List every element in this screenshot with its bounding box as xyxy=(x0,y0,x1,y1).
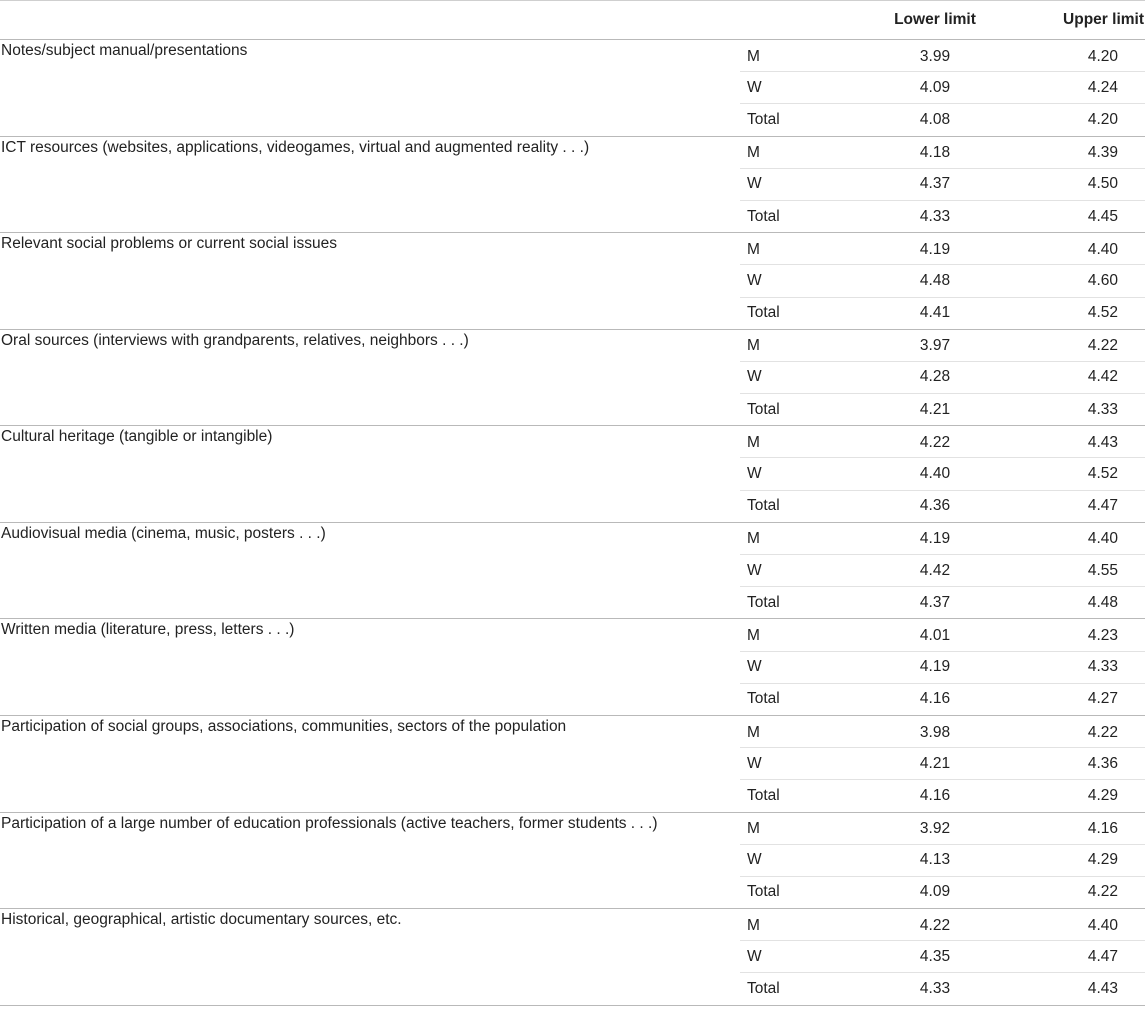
upper-limit-cell: 4.27 xyxy=(1020,683,1145,715)
lower-limit-cell: 4.19 xyxy=(830,233,1020,265)
upper-limit-cell: 4.16 xyxy=(1020,812,1145,844)
lower-limit-cell: 3.97 xyxy=(830,329,1020,361)
group-cell: W xyxy=(740,72,830,104)
lower-limit-cell: 4.09 xyxy=(830,72,1020,104)
upper-limit-cell: 4.52 xyxy=(1020,458,1145,490)
upper-limit-cell: 4.40 xyxy=(1020,522,1145,554)
upper-limit-cell: 4.24 xyxy=(1020,72,1145,104)
upper-limit-cell: 4.50 xyxy=(1020,168,1145,200)
group-cell: W xyxy=(740,941,830,973)
table-row xyxy=(0,426,1145,458)
group-cell: M xyxy=(740,233,830,265)
group-cell: Total xyxy=(740,104,830,136)
lower-limit-cell: 4.13 xyxy=(830,844,1020,876)
table-row xyxy=(0,233,1145,265)
group-cell: W xyxy=(740,265,830,297)
upper-limit-cell: 4.52 xyxy=(1020,297,1145,329)
group-cell: W xyxy=(740,361,830,393)
upper-limit-cell: 4.29 xyxy=(1020,780,1145,812)
lower-limit-cell: 4.19 xyxy=(830,522,1020,554)
upper-limit-cell: 4.48 xyxy=(1020,587,1145,619)
group-cell: Total xyxy=(740,200,830,232)
lower-limit-cell: 4.42 xyxy=(830,555,1020,587)
lower-limit-cell: 4.48 xyxy=(830,265,1020,297)
upper-limit-cell: 4.47 xyxy=(1020,941,1145,973)
upper-limit-cell: 4.20 xyxy=(1020,40,1145,72)
upper-limit-cell: 4.20 xyxy=(1020,104,1145,136)
upper-limit-cell: 4.36 xyxy=(1020,748,1145,780)
upper-limit-cell: 4.47 xyxy=(1020,490,1145,522)
group-cell: Total xyxy=(740,490,830,522)
lower-limit-cell: 4.37 xyxy=(830,587,1020,619)
group-cell: W xyxy=(740,458,830,490)
lower-limit-cell: 4.33 xyxy=(830,973,1020,1005)
group-cell: M xyxy=(740,619,830,651)
upper-limit-cell: 4.43 xyxy=(1020,973,1145,1005)
group-cell: W xyxy=(740,844,830,876)
group-cell: M xyxy=(740,909,830,941)
lower-limit-cell: 4.36 xyxy=(830,490,1020,522)
group-cell: M xyxy=(740,40,830,72)
table-row xyxy=(0,715,1145,747)
group-cell: M xyxy=(740,715,830,747)
group-cell: M xyxy=(740,812,830,844)
resource-item-label: Oral sources (interviews with grandparents, relatives, neighbors . . .) xyxy=(0,329,740,426)
group-cell: M xyxy=(740,522,830,554)
lower-limit-cell: 4.33 xyxy=(830,200,1020,232)
table-row xyxy=(0,136,1145,168)
upper-limit-cell: 4.43 xyxy=(1020,426,1145,458)
group-cell: Total xyxy=(740,973,830,1005)
lower-limit-cell: 3.92 xyxy=(830,812,1020,844)
group-cell: M xyxy=(740,426,830,458)
lower-limit-cell: 4.16 xyxy=(830,780,1020,812)
upper-limit-cell: 4.40 xyxy=(1020,909,1145,941)
group-cell: M xyxy=(740,329,830,361)
lower-limit-cell: 4.21 xyxy=(830,748,1020,780)
group-cell: W xyxy=(740,748,830,780)
upper-limit-cell: 4.33 xyxy=(1020,651,1145,683)
lower-limit-cell: 4.28 xyxy=(830,361,1020,393)
resource-item-label: Participation of social groups, associations, communities, sectors of the population xyxy=(0,715,740,812)
resource-item-label: Participation of a large number of education professionals (active teachers, former students . . .) xyxy=(0,812,740,909)
resource-item-label: ICT resources (websites, applications, videogames, virtual and augmented reality . . .) xyxy=(0,136,740,233)
table-row xyxy=(0,522,1145,554)
lower-limit-cell: 3.98 xyxy=(830,715,1020,747)
upper-limit-cell: 4.22 xyxy=(1020,876,1145,908)
group-cell: Total xyxy=(740,876,830,908)
resource-item-label: Historical, geographical, artistic documentary sources, etc. xyxy=(0,909,740,1006)
header-row xyxy=(0,1,1145,40)
upper-limit-cell: 4.40 xyxy=(1020,233,1145,265)
lower-limit-cell: 4.37 xyxy=(830,168,1020,200)
upper-limit-cell: 4.29 xyxy=(1020,844,1145,876)
header-item xyxy=(0,1,740,40)
upper-limit-cell: 4.23 xyxy=(1020,619,1145,651)
table-body xyxy=(0,40,1145,1006)
resource-item-label: Relevant social problems or current social issues xyxy=(0,233,740,330)
upper-limit-cell: 4.22 xyxy=(1020,715,1145,747)
lower-limit-cell: 4.41 xyxy=(830,297,1020,329)
lower-limit-cell: 4.22 xyxy=(830,426,1020,458)
group-cell: M xyxy=(740,136,830,168)
lower-limit-cell: 4.19 xyxy=(830,651,1020,683)
upper-limit-cell: 4.55 xyxy=(1020,555,1145,587)
lower-limit-cell: 4.01 xyxy=(830,619,1020,651)
resource-item-label: Audiovisual media (cinema, music, posters . . .) xyxy=(0,522,740,619)
upper-limit-cell: 4.22 xyxy=(1020,329,1145,361)
group-cell: W xyxy=(740,651,830,683)
group-cell: Total xyxy=(740,587,830,619)
lower-limit-cell: 4.08 xyxy=(830,104,1020,136)
upper-limit-cell: 4.33 xyxy=(1020,394,1145,426)
group-cell: Total xyxy=(740,780,830,812)
upper-limit-cell: 4.60 xyxy=(1020,265,1145,297)
lower-limit-cell: 4.22 xyxy=(830,909,1020,941)
table-row xyxy=(0,329,1145,361)
resource-item-label: Cultural heritage (tangible or intangible) xyxy=(0,426,740,523)
table-row xyxy=(0,909,1145,941)
table-row xyxy=(0,40,1145,72)
header-lower-limit: Lower limit xyxy=(830,1,1020,40)
upper-limit-cell: 4.42 xyxy=(1020,361,1145,393)
lower-limit-cell: 4.18 xyxy=(830,136,1020,168)
lower-limit-cell: 4.40 xyxy=(830,458,1020,490)
upper-limit-cell: 4.39 xyxy=(1020,136,1145,168)
header-upper-limit: Upper limit xyxy=(1020,1,1145,40)
group-cell: W xyxy=(740,168,830,200)
group-cell: Total xyxy=(740,683,830,715)
lower-limit-cell: 4.35 xyxy=(830,941,1020,973)
header-group xyxy=(740,1,830,40)
resource-item-label: Written media (literature, press, letters . . .) xyxy=(0,619,740,716)
resource-item-label: Notes/subject manual/presentations xyxy=(0,40,740,137)
group-cell: W xyxy=(740,555,830,587)
upper-limit-cell: 4.45 xyxy=(1020,200,1145,232)
group-cell: Total xyxy=(740,394,830,426)
lower-limit-cell: 3.99 xyxy=(830,40,1020,72)
group-cell: Total xyxy=(740,297,830,329)
lower-limit-cell: 4.16 xyxy=(830,683,1020,715)
table-row xyxy=(0,619,1145,651)
lower-limit-cell: 4.21 xyxy=(830,394,1020,426)
table-row xyxy=(0,812,1145,844)
lower-limit-cell: 4.09 xyxy=(830,876,1020,908)
